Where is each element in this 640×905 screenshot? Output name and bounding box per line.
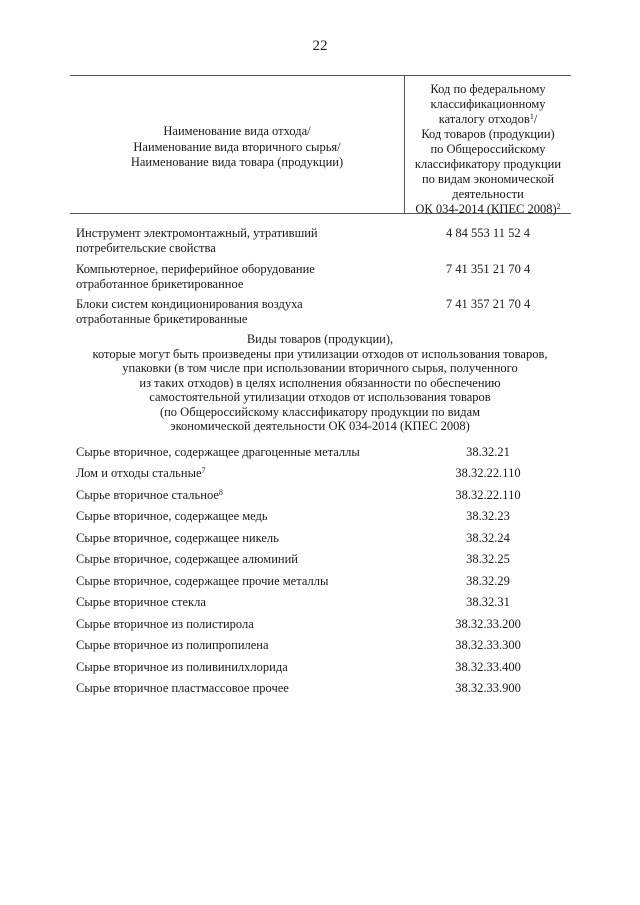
header-left-line: Наименование вида товара (продукции) xyxy=(130,155,344,169)
product-name: Сырье вторичное из поливинилхлорида xyxy=(76,660,288,674)
header-right-line: Код товаров (продукции) xyxy=(421,127,555,141)
section-heading: Виды товаров (продукции), которые могут быть произведены при утилизации отходов от использования товаров, упаковки (в том числе при использовании вторичного сырья, полученного из таких отходов) в целях исполнения обязанности по обеспечению самостоятельной утилизации отходов от использования товаров (по Общероссийскому классификатору продукции по видам экономической деятельности ОК 034-2014 (КПЕС 2008) xyxy=(92,332,548,433)
header-right-line: классификатору продукции xyxy=(414,157,562,171)
product-row xyxy=(0,680,640,696)
product-code: 38.32.33.900 xyxy=(455,681,521,695)
product-row xyxy=(0,659,640,675)
product-code: 38.32.22.110 xyxy=(455,466,521,480)
product-name: Сырье вторичное стекла xyxy=(76,595,206,609)
product-row xyxy=(0,573,640,589)
product-name: Сырье вторичное, содержащее прочие металлы xyxy=(76,574,329,588)
header-right-line: ОК 034-2014 (КПЕС 2008)$^2$ xyxy=(415,202,561,216)
waste-code: 7 41 357 21 70 4 xyxy=(445,297,531,311)
waste-code: 7 41 351 21 70 4 xyxy=(445,262,531,276)
product-row xyxy=(0,465,640,481)
product-code: 38.32.23 xyxy=(466,509,510,523)
product-code: 38.32.29 xyxy=(466,574,510,588)
product-code: 38.32.33.300 xyxy=(455,638,521,652)
header-right-line: Код по федеральному xyxy=(430,82,546,96)
product-row xyxy=(0,444,640,460)
footnote-mark: 7 xyxy=(201,466,206,475)
product-row xyxy=(0,616,640,632)
product-code: 38.32.21 xyxy=(466,445,510,459)
product-name: Сырье вторичное, содержащее алюминий xyxy=(76,552,298,566)
table-top-rule xyxy=(70,75,571,76)
product-code: 38.32.33.400 xyxy=(455,660,521,674)
product-code: 38.32.22.110 xyxy=(455,488,521,502)
header-left-line: Наименование вида вторичного сырья/ xyxy=(133,139,341,154)
footnote-mark: 2 xyxy=(556,202,561,211)
product-name: Сырье вторичное, содержащее никель xyxy=(76,531,279,545)
page-number: 22 xyxy=(312,38,328,54)
header-left-line: Наименование вида отхода/ xyxy=(163,124,311,138)
waste-name: Компьютерное, периферийное оборудование отработанное брикетированное xyxy=(76,262,315,291)
product-name: Сырье вторичное из полистирола xyxy=(76,617,254,631)
product-code: 38.32.24 xyxy=(466,531,510,545)
product-name: Сырье вторичное, содержащее медь xyxy=(76,509,268,523)
product-row xyxy=(0,487,640,503)
product-row xyxy=(0,530,640,546)
waste-name: Блоки систем кондиционирования воздуха отработанные брикетированные xyxy=(76,297,303,326)
footnote-mark: 1 xyxy=(529,112,534,121)
product-name: Лом и отходы стальные$^7$ xyxy=(76,466,206,480)
product-row xyxy=(0,551,640,567)
product-row xyxy=(0,637,640,653)
product-name: Сырье вторичное стальное$^8$ xyxy=(76,488,223,502)
product-code: 38.32.31 xyxy=(466,595,510,609)
product-row xyxy=(0,594,640,610)
header-right-line: по видам экономической xyxy=(421,172,555,186)
product-name: Сырье вторичное из полипропилена xyxy=(76,638,269,652)
waste-code: 4 84 553 11 52 4 xyxy=(446,226,530,240)
header-right-line: каталогу отходов$^1$/ xyxy=(438,112,538,126)
product-name: Сырье вторичное, содержащее драгоценные металлы xyxy=(76,445,360,459)
header-right-line: классификационному xyxy=(430,97,546,111)
product-name: Сырье вторичное пластмассовое прочее xyxy=(76,681,289,695)
header-right-line: деятельности xyxy=(452,187,524,201)
product-row xyxy=(0,508,640,524)
waste-name: Инструмент электромонтажный, утративший потребительские свойства xyxy=(76,226,318,255)
header-right-cell xyxy=(405,82,571,217)
header-left-cell xyxy=(70,124,404,171)
header-right-line: по Общероссийскому xyxy=(430,142,546,156)
footnote-mark: 8 xyxy=(218,488,223,497)
product-code: 38.32.33.200 xyxy=(455,617,521,631)
product-code: 38.32.25 xyxy=(466,552,510,566)
